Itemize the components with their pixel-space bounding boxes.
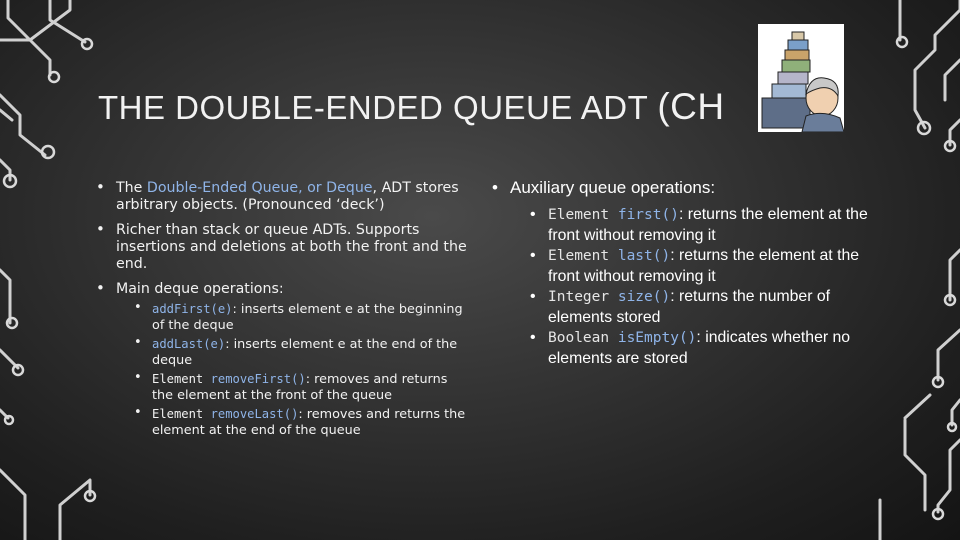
right-column (492, 178, 872, 369)
title-tail: (CH (657, 86, 725, 127)
operation-item: • Boolean isEmpty(): indicates whether no elements are stored (510, 328, 872, 368)
title-main: THE DOUBLE-ENDED QUEUE ADT (98, 89, 658, 126)
auxiliary-operations-list (510, 205, 872, 368)
list-item: • Main deque operations: • addFirst(e): inserts element e at the beginning of the deque • addLast(e): inserts element e at the end of the deque • Element removeFirst(): removes and returns the element at the front of the queue • Element removeLast(): removes and returns the element at the end of the queue (96, 281, 468, 439)
list-item: • The Double-Ended Queue, or Deque, ADT stores arbitrary objects. (Pronounced ‘deck’) (96, 180, 468, 214)
deque-term: Double-Ended Queue, or Deque (146, 180, 373, 196)
left-column (96, 180, 468, 447)
auxiliary-heading: Auxiliary queue operations: (510, 178, 716, 197)
slide-title (98, 86, 793, 128)
left-bullet-list (96, 180, 468, 439)
right-bullet-list (492, 178, 872, 368)
operation-item: • Element first(): returns the element at the front without removing it (510, 205, 872, 245)
operation-item: • addFirst(e): inserts element e at the beginning of the deque (116, 301, 468, 334)
operation-item: • Element last(): returns the element at the front without removing it (510, 246, 872, 286)
operation-item: • Element removeFirst(): removes and returns the element at the front of the queue (116, 371, 468, 404)
list-item (492, 178, 872, 368)
operation-item: • addLast(e): inserts element e at the end of the deque (116, 336, 468, 369)
operation-item: • Element removeLast(): removes and returns the element at the end of the queue (116, 406, 468, 439)
deque-operations-list (116, 301, 468, 439)
stressed-worker-clipart (758, 24, 844, 132)
list-item: • Richer than stack or queue ADTs. Supports insertions and deletions at both the front and the end. (96, 222, 468, 273)
operation-item: • Integer size(): returns the number of elements stored (510, 287, 872, 327)
